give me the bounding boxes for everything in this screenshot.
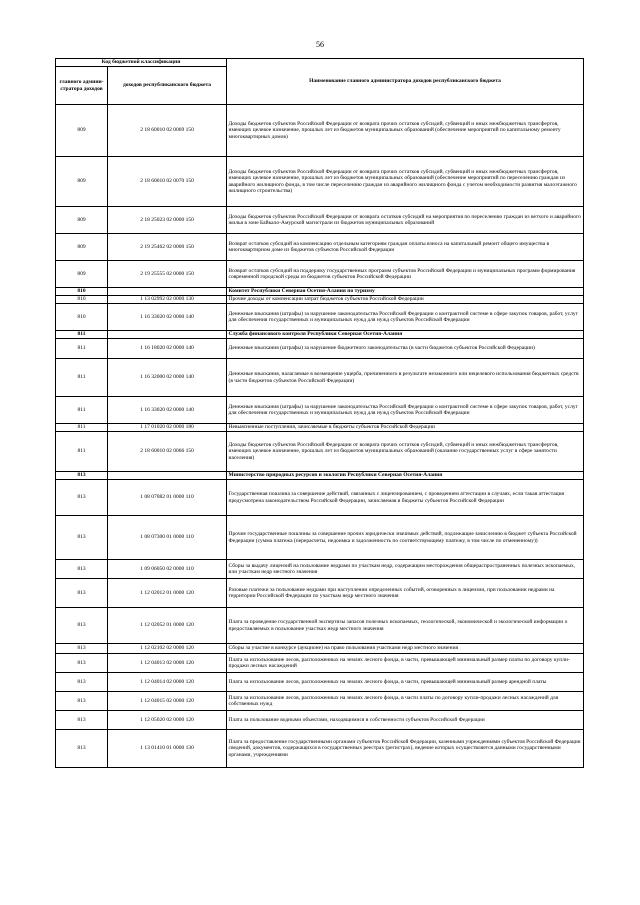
description-cell: Плата за пользование водными объектами, находящимися в собственности субъектов Российской Федерации bbox=[227, 711, 584, 730]
description-cell: Прочие государственные пошлины за совершение прочих юридически значимых действий, подлежащие зачислению в бюджет субъекта Российской Федерации (сумма платежа (перерасчеты, недоимка и задолженность по соответствующему платежу, в том числе по отмененному)) bbox=[227, 516, 584, 560]
table-row bbox=[56, 359, 584, 397]
description-cell: Денежные взыскания (штрафы) за нарушение законодательства Российской Федерации о контрактной системе в сфере закупок товаров, работ, услуг для обеспечения государственных и муниципальных нужд для нужд субъектов Российской Федерации bbox=[227, 304, 584, 331]
table-row bbox=[56, 644, 584, 654]
table-row bbox=[56, 692, 584, 711]
table-row bbox=[56, 711, 584, 730]
table-row bbox=[56, 339, 584, 359]
budget-classification-table bbox=[55, 58, 584, 768]
header-group-title: Код бюджетной классификации bbox=[56, 59, 227, 67]
admin-code-cell: 809 bbox=[56, 105, 108, 157]
section-title-cell: Министерство природных ресурсов и экологии Республики Северная Осетия-Алания bbox=[227, 472, 584, 480]
income-code-cell: 2 18 60010 02 0066 150 bbox=[108, 432, 227, 472]
income-code-cell: 1 16 33020 02 0000 140 bbox=[108, 304, 227, 331]
admin-code-cell: 811 bbox=[56, 339, 108, 359]
description-cell: Разовые платежи за пользование недрами при наступлении определенных событий, оговоренных в лицензии, при пользовании недрами на территории Российской Федерации по участкам недр местного значения bbox=[227, 579, 584, 608]
admin-code-cell: 813 bbox=[56, 730, 108, 768]
table-row bbox=[56, 730, 584, 768]
table-row bbox=[56, 296, 584, 304]
header-name-column: Наименование главного администратора доходов республиканского бюджета bbox=[227, 59, 584, 105]
description-cell: Государственная пошлина за совершение действий, связанных с лицензированием, с проведением аттестации в случаях, если такая аттестация предусмотрена законодательством Российской Федерации, зачисляемая в бюджеты субъектов Российской Федерации bbox=[227, 480, 584, 516]
income-code-cell bbox=[108, 288, 227, 296]
table-row bbox=[56, 560, 584, 579]
description-cell: Плата за использование лесов, расположенных на землях лесного фонда, в части, превышающей минимальный размер платы по договору купли-продажи лесных насаждений bbox=[227, 654, 584, 673]
income-code-cell: 1 12 02052 01 0000 120 bbox=[108, 608, 227, 644]
admin-code-cell: 809 bbox=[56, 157, 108, 207]
income-code-cell: 1 13 01410 01 0000 130 bbox=[108, 730, 227, 768]
admin-code-cell: 813 bbox=[56, 480, 108, 516]
description-cell: Плата за использование лесов, расположенных на землях лесного фонда, в части, превышающей минимальный размер арендной платы bbox=[227, 673, 584, 692]
description-cell: Доходы бюджетов субъектов Российской Федерации от возврата прочих остатков субсидий, субвенций и иных межбюджетных трансфертов, имеющих целевое назначение, прошлых лет из бюджетов муниципальных образований (обеспечение мероприятий по капитальному ремонту многоквартирных домов) bbox=[227, 105, 584, 157]
admin-code-cell: 813 bbox=[56, 673, 108, 692]
description-cell: Сборы за участие в конкурсе (аукционе) на право пользования участками недр местного значения bbox=[227, 644, 584, 654]
admin-code-cell: 813 bbox=[56, 472, 108, 480]
income-code-cell: 1 16 32000 02 0000 140 bbox=[108, 359, 227, 397]
table-row bbox=[56, 105, 584, 157]
table-row bbox=[56, 261, 584, 288]
admin-code-cell: 810 bbox=[56, 288, 108, 296]
admin-code-cell: 811 bbox=[56, 432, 108, 472]
description-cell: Денежные взыскания, налагаемые в возмещение ущерба, причиненного в результате незаконного или нецелевого использования бюджетных средств (в части бюджетов субъектов Российской Федерации) bbox=[227, 359, 584, 397]
income-code-cell bbox=[108, 472, 227, 480]
admin-code-cell: 810 bbox=[56, 296, 108, 304]
income-code-cell: 1 12 02012 01 0000 120 bbox=[108, 579, 227, 608]
admin-code-cell: 813 bbox=[56, 692, 108, 711]
table-row bbox=[56, 432, 584, 472]
description-cell: Прочие доходы от компенсации затрат бюджетов субъектов Российской Федерации bbox=[227, 296, 584, 304]
income-code-cell: 2 18 25023 02 0000 150 bbox=[108, 207, 227, 234]
income-code-cell: 1 16 18020 02 0000 140 bbox=[108, 339, 227, 359]
admin-code-cell: 813 bbox=[56, 711, 108, 730]
income-code-cell: 1 12 04015 02 0000 120 bbox=[108, 692, 227, 711]
admin-code-cell: 813 bbox=[56, 560, 108, 579]
table-row bbox=[56, 207, 584, 234]
description-cell: Денежные взыскания (штрафы) за нарушение бюджетного законодательства (в части бюджетов субъектов Российской Федерации) bbox=[227, 339, 584, 359]
description-cell: Возврат остатков субсидий на поддержку государственных программ субъектов Российской Федерации и муниципальных программ формирования современной городской среды из бюджетов субъектов Российской Федерации bbox=[227, 261, 584, 288]
table-row bbox=[56, 397, 584, 424]
section-row bbox=[56, 331, 584, 339]
table-row bbox=[56, 673, 584, 692]
income-code-cell: 1 12 04014 02 0000 120 bbox=[108, 673, 227, 692]
page-number: 56 bbox=[316, 40, 324, 49]
description-cell: Доходы бюджетов субъектов Российской Федерации от возврата прочих остатков субсидий, субвенций и иных межбюджетных трансфертов, имеющих целевое назначение, прошлых лет из бюджетов муниципальных образований (оказание государственных услуг в сфере занятости населения) bbox=[227, 432, 584, 472]
description-cell: Плата за проведение государственной экспертизы запасов полезных ископаемых, геологической, экономической и экологической информации о предоставляемых в пользование участках недр местного значения bbox=[227, 608, 584, 644]
admin-code-cell: 811 bbox=[56, 424, 108, 432]
table-row bbox=[56, 480, 584, 516]
income-code-cell: 1 17 01020 02 0000 180 bbox=[108, 424, 227, 432]
income-code-cell: 1 08 07082 01 0000 110 bbox=[108, 480, 227, 516]
description-cell: Денежные взыскания (штрафы) за нарушение законодательства Российской Федерации о контрактной системе в сфере закупок товаров, работ, услуг для обеспечения государственных и муниципальных нужд для нужд субъектов Российской Федерации bbox=[227, 397, 584, 424]
admin-code-cell: 809 bbox=[56, 261, 108, 288]
description-cell: Сборы за выдачу лицензий на пользование недрами по участкам недр, содержащим месторождения общераспространенных полезных ископаемых, или участкам недр местного значения bbox=[227, 560, 584, 579]
income-code-cell: 1 12 02102 02 0000 120 bbox=[108, 644, 227, 654]
section-title-cell: Комитет Республики Северная Осетия-Алания по туризму bbox=[227, 288, 584, 296]
description-cell: Невыясненные поступления, зачисляемые в бюджеты субъектов Российской Федерации bbox=[227, 424, 584, 432]
admin-code-cell: 811 bbox=[56, 359, 108, 397]
section-row bbox=[56, 288, 584, 296]
admin-code-cell: 813 bbox=[56, 579, 108, 608]
income-code-cell: 2 18 60010 02 0069 150 bbox=[108, 105, 227, 157]
admin-code-cell: 813 bbox=[56, 608, 108, 644]
table-row bbox=[56, 516, 584, 560]
table-row bbox=[56, 424, 584, 432]
section-title-cell: Служба финансового контроля Республики Северная Осетия-Алания bbox=[227, 331, 584, 339]
table-row bbox=[56, 157, 584, 207]
income-code-cell: 1 12 05020 02 0000 120 bbox=[108, 711, 227, 730]
income-code-cell: 1 13 02992 02 0000 130 bbox=[108, 296, 227, 304]
admin-code-cell: 811 bbox=[56, 397, 108, 424]
admin-code-cell: 813 bbox=[56, 644, 108, 654]
admin-code-cell: 809 bbox=[56, 207, 108, 234]
income-code-cell: 1 09 06050 02 0000 110 bbox=[108, 560, 227, 579]
description-cell: Возврат остатков субсидий на компенсацию отдельным категориям граждан оплаты взноса на капитальный ремонт общего имущества в многоквартирном доме из бюджетов субъектов Российской Федерации bbox=[227, 234, 584, 261]
header-admin-column: главного админи-стратора доходов bbox=[56, 67, 108, 105]
section-row bbox=[56, 472, 584, 480]
income-code-cell: 1 12 04013 02 0000 120 bbox=[108, 654, 227, 673]
admin-code-cell: 813 bbox=[56, 654, 108, 673]
table-row bbox=[56, 234, 584, 261]
table-row bbox=[56, 608, 584, 644]
description-cell: Плата за предоставление государственными органами субъектов Российской Федерации, казенными учреждениями субъектов Российской Федерации сведений, документов, содержащихся в государственных реестрах (регистрах), ведение которых осуществляется данными государственными органами, учреждениями bbox=[227, 730, 584, 768]
income-code-cell bbox=[108, 331, 227, 339]
description-cell: Плата за использование лесов, расположенных на землях лесного фонда, в части платы по договору купли-продажи лесных насаждений для собственных нужд bbox=[227, 692, 584, 711]
admin-code-cell: 811 bbox=[56, 331, 108, 339]
table-row bbox=[56, 654, 584, 673]
income-code-cell: 1 08 07300 01 0000 110 bbox=[108, 516, 227, 560]
header-income-column: доходов республиканского бюджета bbox=[108, 67, 227, 105]
description-cell: Доходы бюджетов субъектов Российской Федерации от возврата прочих остатков субсидий, субвенций и иных межбюджетных трансфертов, имеющих целевое назначение, прошлых лет из бюджетов муниципальных образований (обеспечение мероприятий по переселению граждан из аварийного жилищного фонда, в том числе переселению граждан из аварийного жилищного фонда с учетом необходимости развития малоэтажного жилищного строительства) bbox=[227, 157, 584, 207]
income-code-cell: 2 19 25462 02 0000 150 bbox=[108, 234, 227, 261]
description-cell: Доходы бюджетов субъектов Российской Федерации от возврата остатков субсидий на мероприятия по переселению граждан из ветхого и аварийного жилья в зоне Байкало-Амурской магистрали из бюджетов муниципальных образований bbox=[227, 207, 584, 234]
income-code-cell: 2 18 60010 02 0070 150 bbox=[108, 157, 227, 207]
admin-code-cell: 813 bbox=[56, 516, 108, 560]
admin-code-cell: 809 bbox=[56, 234, 108, 261]
table-row bbox=[56, 304, 584, 331]
admin-code-cell: 810 bbox=[56, 304, 108, 331]
table-row bbox=[56, 579, 584, 608]
income-code-cell: 2 19 25555 02 0000 150 bbox=[108, 261, 227, 288]
income-code-cell: 1 16 33020 02 0000 140 bbox=[108, 397, 227, 424]
